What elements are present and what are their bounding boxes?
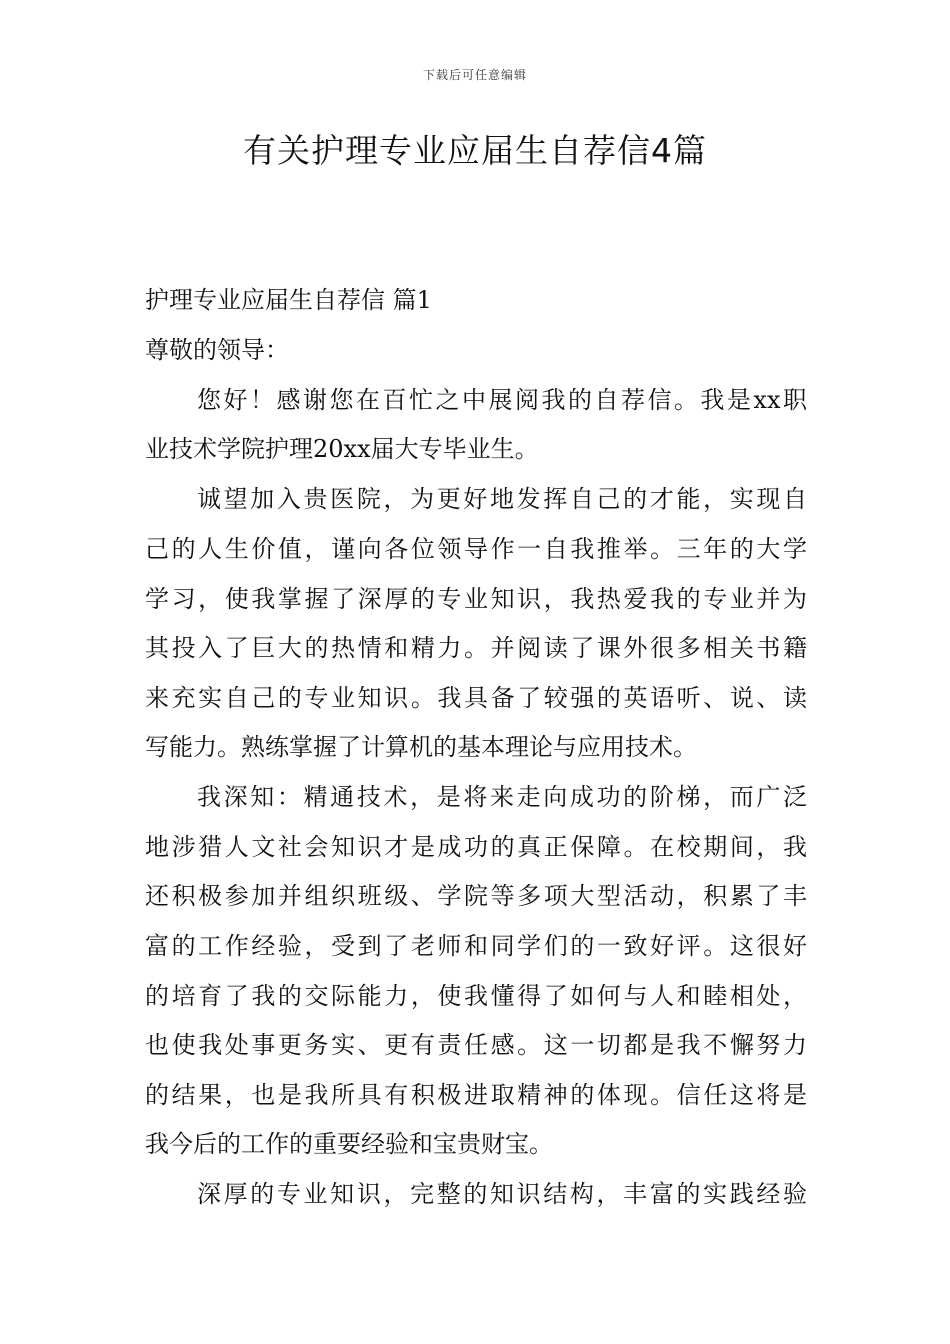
header-note: 下载后可任意编辑 — [422, 68, 527, 82]
paragraph-3-line-3: 还积极参加并组织班级、学院等多项大型活动，积累了丰 — [145, 882, 807, 910]
paragraph-4-line-1: 深厚的专业知识，完整的知识结构，丰富的实践经验 — [197, 1180, 807, 1208]
paragraph-2-line-5: 来充实自己的专业知识。我具备了较强的英语听、说、读 — [145, 684, 807, 712]
paragraph-2-line-4: 其投入了巨大的热情和精力。并阅读了课外很多相关书籍 — [145, 634, 807, 662]
paragraph-2-line-6: 写能力。熟练掌握了计算机的基本理论与应用技术。 — [145, 733, 697, 761]
paragraph-3-line-4: 富的工作经验，受到了老师和同学们的一致好评。这很好 — [145, 932, 807, 960]
paragraph-3-line-5: 的培育了我的交际能力，使我懂得了如何与人和睦相处， — [145, 982, 807, 1010]
document-body — [145, 0, 807, 1344]
paragraph-2-line-3: 学习，使我掌握了深厚的专业知识，我热爱我的专业并为 — [145, 585, 807, 613]
paragraph-1-line-1: 您好！感谢您在百忙之中展阅我的自荐信。我是xx职 — [197, 386, 807, 414]
salutation: 尊敬的领导： — [145, 336, 289, 364]
section-heading: 护理专业应届生自荐信 篇1 — [145, 286, 432, 314]
paragraph-2-line-1: 诚望加入贵医院，为更好地发挥自己的才能，实现自 — [197, 485, 807, 513]
document-title: 有关护理专业应届生自荐信4篇 — [243, 131, 707, 170]
paragraph-3-line-2: 地涉猎人文社会知识才是成功的真正保障。在校期间，我 — [145, 833, 807, 861]
paragraph-1-line-2: 业技术学院护理20xx届大专毕业生。 — [145, 435, 539, 463]
paragraph-3-line-6: 也使我处事更务实、更有责任感。这一切都是我不懈努力 — [145, 1031, 807, 1059]
paragraph-2-line-2: 己的人生价值，谨向各位领导作一自我推举。三年的大学 — [145, 535, 807, 563]
paragraph-3-line-8: 我今后的工作的重要经验和宝贵财宝。 — [145, 1130, 553, 1158]
paragraph-3-line-7: 的结果，也是我所具有积极进取精神的体现。信任这将是 — [145, 1081, 807, 1109]
paragraph-3-line-1: 我深知：精通技术，是将来走向成功的阶梯，而广泛 — [197, 783, 807, 811]
